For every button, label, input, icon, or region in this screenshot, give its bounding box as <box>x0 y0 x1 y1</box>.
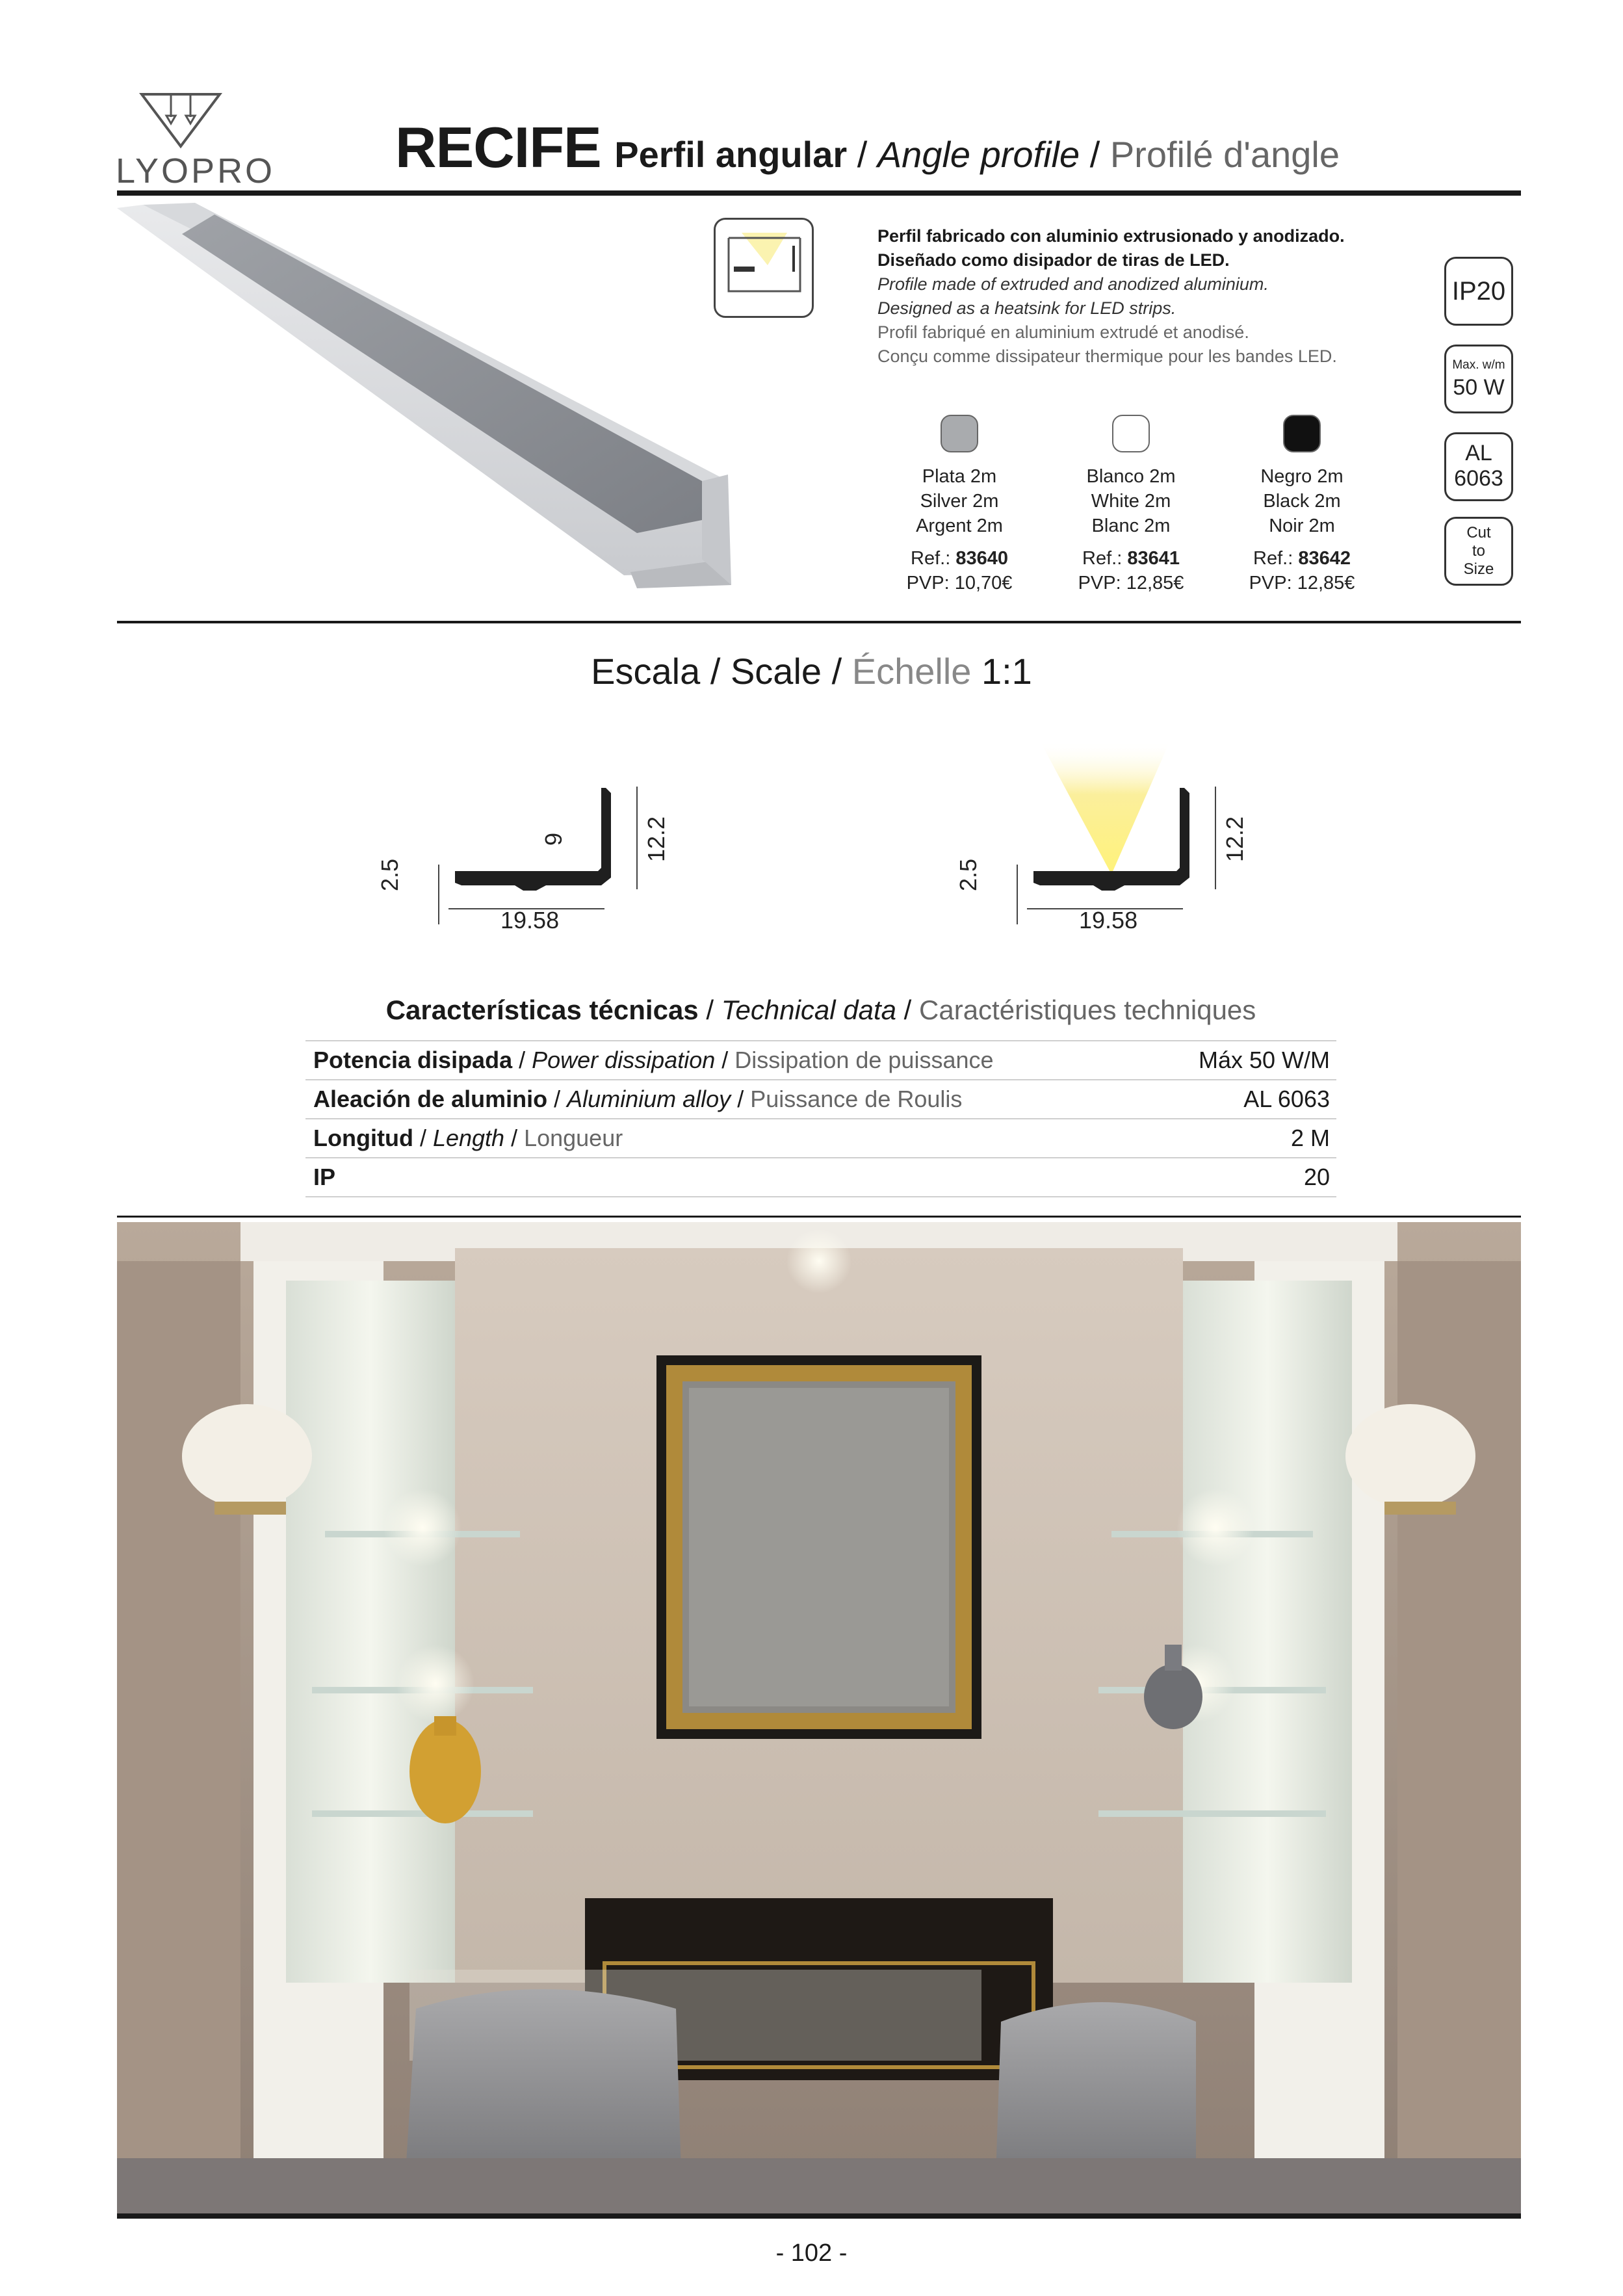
cut-to-size-badge <box>1444 517 1513 586</box>
finish-ref <box>1046 546 1215 571</box>
finish-es: Negro 2m <box>1260 466 1344 487</box>
finish-ref <box>1217 546 1386 571</box>
finish-fr: Noir 2m <box>1269 515 1335 536</box>
row-value: 20 <box>1158 1158 1336 1197</box>
ambient-photo <box>117 1222 1521 2213</box>
tech-title-fr: Caractéristiques techniques <box>919 995 1256 1025</box>
cut-line2: to <box>1472 542 1485 560</box>
finish-white <box>1046 415 1215 595</box>
brand-logo <box>116 91 246 150</box>
power-badge <box>1444 345 1513 413</box>
page-number: - 102 - <box>775 2239 848 2267</box>
scale-en: Scale <box>730 651 822 692</box>
label-es: IP <box>313 1164 336 1190</box>
title-separator: / <box>847 134 877 175</box>
table-row <box>305 1041 1336 1080</box>
title-separator: / <box>1080 134 1110 175</box>
dim-height-total: 12.2 <box>643 816 670 863</box>
finish-price: PVP: 12,85€ <box>1249 573 1355 594</box>
tech-title <box>305 995 1336 1026</box>
finish-silver <box>875 415 1044 595</box>
ref-label: Ref.: <box>911 548 956 569</box>
scale-separator: / <box>822 651 852 692</box>
tech-title-en: Technical data <box>721 995 896 1025</box>
dim-height-small: 2.5 <box>376 858 404 892</box>
label-es: Longitud <box>313 1125 413 1151</box>
row-label: Potencia disipada / Power dissipation / Dissipation de puissance <box>305 1041 1158 1080</box>
label-en: Power dissipation <box>532 1047 716 1073</box>
scale-fr: Échelle <box>851 651 972 692</box>
row-value: AL 6063 <box>1158 1080 1336 1119</box>
finish-en: White 2m <box>1091 491 1171 512</box>
finish-es: Plata 2m <box>922 466 997 487</box>
finish-black <box>1217 415 1386 595</box>
description-fr-2: Conçu comme dissipateur thermique pour les bandes LED. <box>877 346 1337 366</box>
scale-ratio: 1:1 <box>971 651 1032 692</box>
row-label: Longitud / Length / Longueur <box>305 1119 1158 1158</box>
alloy-line1: AL <box>1465 441 1492 465</box>
table-row <box>305 1119 1336 1158</box>
tech-table <box>305 1040 1336 1197</box>
ip-rating-value: IP20 <box>1451 277 1506 306</box>
row-label <box>305 1158 1158 1197</box>
profile-section-icon <box>714 218 814 318</box>
subtitle-en: Angle profile <box>877 134 1080 175</box>
label-en: Length <box>432 1125 505 1151</box>
tech-title-separator: / <box>698 995 721 1025</box>
scale-es: Escala <box>591 651 701 692</box>
scale-title <box>0 650 1623 692</box>
subtitle-fr: Profilé d'angle <box>1110 134 1340 175</box>
finish-price: PVP: 10,70€ <box>906 573 1013 594</box>
finish-en: Black 2m <box>1263 491 1341 512</box>
label-es: Aleación de aluminio <box>313 1086 548 1112</box>
product-description <box>877 224 1430 369</box>
ref-label: Ref.: <box>1253 548 1299 569</box>
finish-es: Blanco 2m <box>1086 466 1176 487</box>
table-row <box>305 1080 1336 1119</box>
dim-height-total: 12.2 <box>1221 816 1249 863</box>
alloy-line2: 6063 <box>1454 466 1503 491</box>
description-en-1: Profile made of extruded and anodized aluminium. <box>877 274 1269 294</box>
brand-name: LYOPRO <box>116 151 276 190</box>
finish-fr: Argent 2m <box>916 515 1003 536</box>
swatch-black <box>1283 415 1321 452</box>
table-row <box>305 1158 1336 1197</box>
finish-en: Silver 2m <box>920 491 999 512</box>
power-value: 50 W <box>1453 375 1505 400</box>
product-name: RECIFE <box>395 115 601 179</box>
dim-height-small: 2.5 <box>955 858 982 892</box>
footer-rule <box>117 2213 1521 2219</box>
photo-top-rule <box>117 1216 1521 1218</box>
finish-ref <box>875 546 1044 571</box>
ip-rating-badge <box>1444 257 1513 326</box>
description-en-2: Designed as a heatsink for LED strips. <box>877 298 1176 318</box>
cut-line3: Size <box>1463 560 1494 578</box>
row-value: Máx 50 W/M <box>1158 1041 1336 1080</box>
product-photo <box>117 195 734 592</box>
label-fr: Longueur <box>524 1125 623 1151</box>
finish-fr: Blanc 2m <box>1091 515 1171 536</box>
description-fr-1: Profil fabriqué en aluminium extrudé et anodisé. <box>877 322 1249 342</box>
subtitle-es: Perfil angular <box>614 134 848 175</box>
description-es-2: Diseñado como disipador de tiras de LED. <box>877 250 1230 270</box>
dim-width: 19.58 <box>500 907 560 933</box>
swatch-silver <box>941 415 978 452</box>
finish-price: PVP: 12,85€ <box>1078 573 1184 594</box>
row-value: 2 M <box>1158 1119 1336 1158</box>
cut-line1: Cut <box>1466 524 1491 541</box>
scale-separator: / <box>700 651 731 692</box>
ref-number: 83641 <box>1127 548 1180 569</box>
ref-label: Ref.: <box>1082 548 1128 569</box>
alloy-badge <box>1444 432 1513 501</box>
page-title <box>395 114 1340 181</box>
ref-number: 83642 <box>1298 548 1351 569</box>
power-label: Max. w/m <box>1452 358 1505 372</box>
tech-title-es: Características técnicas <box>385 995 699 1025</box>
lyopro-logo-icon <box>116 91 246 150</box>
swatch-white <box>1112 415 1150 452</box>
section-rule <box>117 621 1521 623</box>
tech-title-separator: / <box>896 995 920 1025</box>
label-fr: Puissance de Roulis <box>750 1086 963 1112</box>
label-es: Potencia disipada <box>313 1047 513 1073</box>
aluminium-profile-image <box>117 195 734 592</box>
description-es-1: Perfil fabricado con aluminio extrusionado y anodizado. <box>877 226 1345 246</box>
dim-width: 19.58 <box>1079 907 1138 933</box>
dim-inner: 9 <box>540 832 567 846</box>
interior-scene-image <box>117 1222 1521 2213</box>
label-en: Aluminium alloy <box>567 1086 731 1112</box>
label-fr: Dissipation de puissance <box>734 1047 994 1073</box>
ref-number: 83640 <box>955 548 1008 569</box>
row-label: Aleación de aluminio / Aluminium alloy / Puissance de Roulis <box>305 1080 1158 1119</box>
